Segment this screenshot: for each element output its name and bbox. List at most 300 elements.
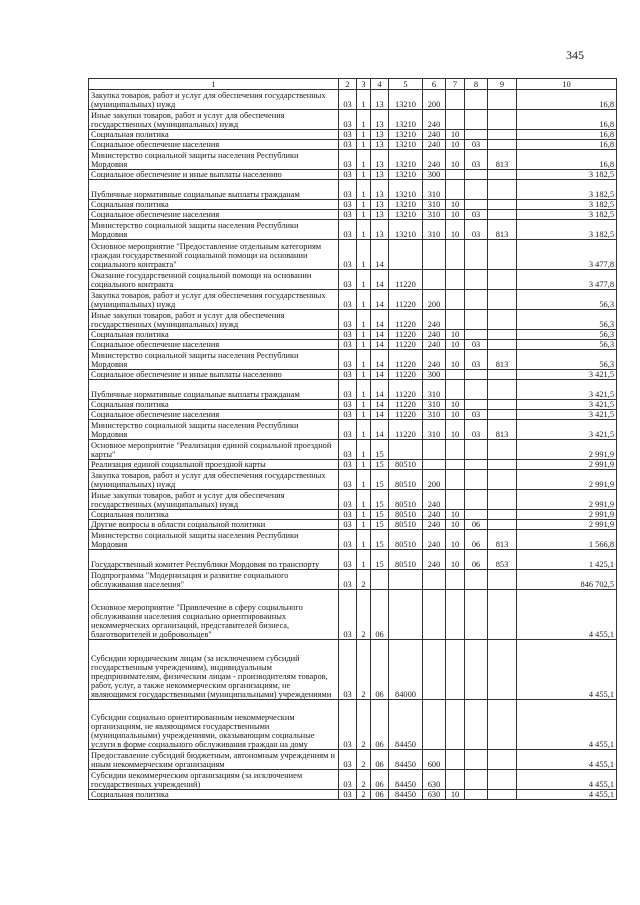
code-cell xyxy=(446,90,465,110)
code-cell xyxy=(488,380,517,400)
code-cell: 03 xyxy=(465,150,488,170)
row-name-cell: Министерство социальной защиты населения Республики Мордовия xyxy=(89,530,339,550)
code-cell: 84450 xyxy=(389,790,423,800)
code-cell: 240 xyxy=(423,130,446,140)
column-header: 4 xyxy=(371,79,389,90)
code-cell: 03 xyxy=(465,340,488,350)
code-cell xyxy=(465,460,488,470)
code-cell: 03 xyxy=(339,110,357,130)
table-row xyxy=(89,270,617,290)
code-cell xyxy=(446,440,465,460)
code-cell: 03 xyxy=(339,750,357,770)
code-cell: 10 xyxy=(446,330,465,340)
code-cell xyxy=(423,240,446,270)
code-cell xyxy=(465,90,488,110)
code-cell: 1 xyxy=(357,350,371,370)
row-name-cell: Социальная политика xyxy=(89,400,339,410)
code-cell xyxy=(488,410,517,420)
table-row xyxy=(89,200,617,210)
amount-cell: 3 421,5 xyxy=(517,380,617,400)
code-cell: 240 xyxy=(423,520,446,530)
code-cell: 84450 xyxy=(389,770,423,790)
code-cell: 06 xyxy=(371,750,389,770)
amount-cell: 4 455,1 xyxy=(517,590,617,640)
code-cell: 84450 xyxy=(389,750,423,770)
code-cell: 240 xyxy=(423,530,446,550)
code-cell: 03 xyxy=(465,410,488,420)
row-name-cell: Министерство социальной защиты населения Республики Мордовия xyxy=(89,220,339,240)
code-cell: 06 xyxy=(371,700,389,750)
code-cell xyxy=(465,310,488,330)
table-row xyxy=(89,640,617,700)
code-cell xyxy=(488,180,517,200)
code-cell: 11220 xyxy=(389,380,423,400)
code-cell: 10 xyxy=(446,400,465,410)
column-header: 6 xyxy=(423,79,446,90)
amount-cell: 3 477,8 xyxy=(517,270,617,290)
code-cell: 80510 xyxy=(389,510,423,520)
code-cell: 1 xyxy=(357,130,371,140)
row-name-cell: Иные закупки товаров, работ и услуг для обеспечения государственных (муниципальных) нужд xyxy=(89,110,339,130)
code-cell: 14 xyxy=(371,420,389,440)
row-name-cell: Публичные нормативные социальные выплаты гражданам xyxy=(89,180,339,200)
page-number: 345 xyxy=(566,48,584,62)
code-cell: 03 xyxy=(465,140,488,150)
code-cell xyxy=(446,240,465,270)
row-name-cell: Закупка товаров, работ и услуг для обеспечения государственных (муниципальных) нужд xyxy=(89,90,339,110)
code-cell: 2 xyxy=(357,750,371,770)
amount-cell: 3 182,5 xyxy=(517,210,617,220)
code-cell xyxy=(465,130,488,140)
code-cell: 03 xyxy=(465,210,488,220)
code-cell: 240 xyxy=(423,330,446,340)
table-row xyxy=(89,550,617,570)
table-row xyxy=(89,140,617,150)
table-row xyxy=(89,110,617,130)
table-row xyxy=(89,350,617,370)
code-cell: 13 xyxy=(371,140,389,150)
amount-cell: 3 477,8 xyxy=(517,240,617,270)
code-cell: 84000 xyxy=(389,640,423,700)
code-cell xyxy=(488,170,517,180)
row-name-cell: Реализация единой социальной проездной карты xyxy=(89,460,339,470)
code-cell: 310 xyxy=(423,220,446,240)
code-cell: 03 xyxy=(339,440,357,460)
table-row xyxy=(89,570,617,590)
code-cell xyxy=(446,490,465,510)
table-row xyxy=(89,340,617,350)
amount-cell: 3 182,5 xyxy=(517,200,617,210)
code-cell: 11220 xyxy=(389,330,423,340)
code-cell: 310 xyxy=(423,380,446,400)
code-cell xyxy=(488,400,517,410)
amount-cell: 4 455,1 xyxy=(517,790,617,800)
code-cell: 10 xyxy=(446,130,465,140)
code-cell: 03 xyxy=(339,310,357,330)
code-cell: 03 xyxy=(465,350,488,370)
code-cell xyxy=(446,290,465,310)
code-cell: 80510 xyxy=(389,460,423,470)
code-cell xyxy=(446,110,465,130)
table-row xyxy=(89,700,617,750)
code-cell: 10 xyxy=(446,520,465,530)
budget-table xyxy=(88,78,617,800)
code-cell: 10 xyxy=(446,510,465,520)
code-cell: 03 xyxy=(465,220,488,240)
code-cell: 03 xyxy=(339,470,357,490)
code-cell: 80510 xyxy=(389,550,423,570)
code-cell: 1 xyxy=(357,170,371,180)
code-cell: 03 xyxy=(339,410,357,420)
code-cell: 310 xyxy=(423,410,446,420)
code-cell xyxy=(465,170,488,180)
code-cell: 03 xyxy=(339,330,357,340)
code-cell: 03 xyxy=(339,570,357,590)
code-cell xyxy=(446,170,465,180)
code-cell xyxy=(488,270,517,290)
code-cell xyxy=(465,180,488,200)
code-cell: 1 xyxy=(357,150,371,170)
code-cell: 13210 xyxy=(389,110,423,130)
amount-cell: 1 425,1 xyxy=(517,550,617,570)
table-row xyxy=(89,400,617,410)
row-name-cell: Закупка товаров, работ и услуг для обеспечения государственных (муниципальных) нужд xyxy=(89,470,339,490)
table-row xyxy=(89,370,617,380)
code-cell: 1 xyxy=(357,520,371,530)
code-cell: 11220 xyxy=(389,270,423,290)
code-cell: 03 xyxy=(339,200,357,210)
code-cell: 1 xyxy=(357,220,371,240)
amount-cell: 16,8 xyxy=(517,150,617,170)
code-cell: 1 xyxy=(357,440,371,460)
code-cell xyxy=(423,590,446,640)
code-cell xyxy=(488,240,517,270)
code-cell: 15 xyxy=(371,550,389,570)
code-cell: 13 xyxy=(371,210,389,220)
code-cell: 10 xyxy=(446,220,465,240)
code-cell: 310 xyxy=(423,210,446,220)
column-header: 5 xyxy=(389,79,423,90)
code-cell: 10 xyxy=(446,210,465,220)
code-cell xyxy=(465,570,488,590)
code-cell xyxy=(423,270,446,290)
code-cell: 813 xyxy=(488,420,517,440)
code-cell: 240 xyxy=(423,490,446,510)
row-name-cell: Социальное обеспечение населения xyxy=(89,340,339,350)
code-cell: 15 xyxy=(371,440,389,460)
table-row xyxy=(89,470,617,490)
amount-cell: 2 991,9 xyxy=(517,490,617,510)
table-row xyxy=(89,770,617,790)
code-cell: 03 xyxy=(339,520,357,530)
code-cell xyxy=(465,590,488,640)
code-cell xyxy=(446,180,465,200)
code-cell: 1 xyxy=(357,210,371,220)
code-cell xyxy=(446,460,465,470)
code-cell: 10 xyxy=(446,530,465,550)
code-cell: 14 xyxy=(371,410,389,420)
code-cell xyxy=(488,210,517,220)
code-cell: 11220 xyxy=(389,310,423,330)
amount-cell: 3 421,5 xyxy=(517,370,617,380)
code-cell xyxy=(465,370,488,380)
code-cell: 1 xyxy=(357,420,371,440)
amount-cell: 2 991,9 xyxy=(517,440,617,460)
table-row xyxy=(89,130,617,140)
table-row xyxy=(89,380,617,400)
code-cell: 11220 xyxy=(389,410,423,420)
amount-cell: 56,3 xyxy=(517,330,617,340)
code-cell: 240 xyxy=(423,140,446,150)
code-cell: 13 xyxy=(371,130,389,140)
code-cell: 240 xyxy=(423,110,446,130)
code-cell: 03 xyxy=(339,290,357,310)
amount-cell: 846 702,5 xyxy=(517,570,617,590)
code-cell: 2 xyxy=(357,790,371,800)
code-cell: 03 xyxy=(339,350,357,370)
row-name-cell: Предоставление субсидий бюджетным, автономным учреждениям и иным некоммерческим организациям xyxy=(89,750,339,770)
amount-cell: 16,8 xyxy=(517,90,617,110)
code-cell xyxy=(488,770,517,790)
amount-cell: 56,3 xyxy=(517,290,617,310)
code-cell: 03 xyxy=(339,550,357,570)
row-name-cell: Субсидии социально ориентированным некоммерческим организациям, не являющимся государственными (муниципальными) учреждениями, оказывающим социальные услуги в форме социального обслуживания граждан на дому xyxy=(89,700,339,750)
code-cell xyxy=(465,790,488,800)
code-cell: 310 xyxy=(423,200,446,210)
table-row xyxy=(89,240,617,270)
code-cell: 310 xyxy=(423,420,446,440)
code-cell: 13210 xyxy=(389,150,423,170)
code-cell: 80510 xyxy=(389,530,423,550)
amount-cell: 16,8 xyxy=(517,130,617,140)
amount-cell: 2 991,9 xyxy=(517,460,617,470)
code-cell xyxy=(488,590,517,640)
code-cell: 80510 xyxy=(389,470,423,490)
row-name-cell: Министерство социальной защиты населения Республики Мордовия xyxy=(89,420,339,440)
code-cell: 1 xyxy=(357,270,371,290)
code-cell: 11220 xyxy=(389,340,423,350)
code-cell: 13 xyxy=(371,170,389,180)
row-name-cell: Основное мероприятие "Привлечение в сферу социального обслуживания населения социально ориентированных некоммерческих организаций, представителей бизнеса, благотворителей и добровольцев" xyxy=(89,590,339,640)
code-cell xyxy=(488,200,517,210)
code-cell xyxy=(465,270,488,290)
code-cell: 600 xyxy=(423,750,446,770)
code-cell xyxy=(488,110,517,130)
code-cell xyxy=(465,110,488,130)
code-cell: 1 xyxy=(357,180,371,200)
row-name-cell: Иные закупки товаров, работ и услуг для обеспечения государственных (муниципальных) нужд xyxy=(89,490,339,510)
table-body xyxy=(89,90,617,800)
code-cell: 14 xyxy=(371,330,389,340)
row-name-cell: Социальное обеспечение населения xyxy=(89,210,339,220)
code-cell: 1 xyxy=(357,460,371,470)
code-cell: 14 xyxy=(371,310,389,330)
code-cell: 13 xyxy=(371,200,389,210)
code-cell: 06 xyxy=(371,790,389,800)
code-cell: 1 xyxy=(357,470,371,490)
table-row xyxy=(89,330,617,340)
code-cell xyxy=(423,640,446,700)
code-cell: 240 xyxy=(423,350,446,370)
code-cell: 03 xyxy=(339,210,357,220)
code-cell: 1 xyxy=(357,310,371,330)
row-name-cell: Социальная политика xyxy=(89,130,339,140)
code-cell xyxy=(465,700,488,750)
table-row xyxy=(89,490,617,510)
amount-cell: 3 182,5 xyxy=(517,170,617,180)
code-cell: 300 xyxy=(423,170,446,180)
code-cell: 1 xyxy=(357,290,371,310)
code-cell xyxy=(465,470,488,490)
table-row xyxy=(89,210,617,220)
code-cell: 200 xyxy=(423,470,446,490)
table-row xyxy=(89,790,617,800)
code-cell xyxy=(488,140,517,150)
code-cell xyxy=(465,640,488,700)
code-cell: 80510 xyxy=(389,520,423,530)
code-cell: 2 xyxy=(357,640,371,700)
row-name-cell: Министерство социальной защиты населения Республики Мордовия xyxy=(89,150,339,170)
code-cell: 03 xyxy=(339,130,357,140)
code-cell xyxy=(488,750,517,770)
code-cell: 10 xyxy=(446,340,465,350)
code-cell: 200 xyxy=(423,290,446,310)
code-cell xyxy=(488,470,517,490)
code-cell xyxy=(389,590,423,640)
code-cell: 813 xyxy=(488,530,517,550)
code-cell xyxy=(389,440,423,460)
row-name-cell: Субсидии юридическим лицам (за исключением субсидий государственным учреждениям), индивидуальным предпринимателям, физическим лицам - производителям товаров, работ, услуг, а также некоммерческим организациям, не являющимся государственными (муниципальными) учреждениями xyxy=(89,640,339,700)
row-name-cell: Социальная политика xyxy=(89,790,339,800)
amount-cell: 16,8 xyxy=(517,140,617,150)
code-cell: 10 xyxy=(446,550,465,570)
table-row xyxy=(89,590,617,640)
row-name-cell: Социальное обеспечение и иные выплаты населению xyxy=(89,370,339,380)
code-cell xyxy=(446,310,465,330)
code-cell: 1 xyxy=(357,530,371,550)
code-cell xyxy=(465,240,488,270)
row-name-cell: Социальная политика xyxy=(89,200,339,210)
column-header: 10 xyxy=(517,79,617,90)
code-cell: 03 xyxy=(465,420,488,440)
row-name-cell: Министерство социальной защиты населения Республики Мордовия xyxy=(89,350,339,370)
code-cell: 1 xyxy=(357,370,371,380)
code-cell xyxy=(465,200,488,210)
code-cell xyxy=(423,570,446,590)
code-cell: 310 xyxy=(423,400,446,410)
row-name-cell: Подпрограмма "Модернизация и развитие социального обслуживания населения" xyxy=(89,570,339,590)
code-cell xyxy=(446,700,465,750)
code-cell xyxy=(389,570,423,590)
amount-cell: 4 455,1 xyxy=(517,750,617,770)
row-name-cell: Закупка товаров, работ и услуг для обеспечения государственных (муниципальных) нужд xyxy=(89,290,339,310)
column-header: 8 xyxy=(465,79,488,90)
amount-cell: 3 421,5 xyxy=(517,400,617,410)
code-cell xyxy=(488,460,517,470)
code-cell: 10 xyxy=(446,140,465,150)
code-cell: 2 xyxy=(357,700,371,750)
code-cell: 10 xyxy=(446,410,465,420)
code-cell xyxy=(488,90,517,110)
row-name-cell: Социальная политика xyxy=(89,330,339,340)
table-header-row xyxy=(89,79,617,90)
code-cell: 03 xyxy=(339,790,357,800)
code-cell: 200 xyxy=(423,90,446,110)
code-cell: 1 xyxy=(357,400,371,410)
code-cell xyxy=(488,440,517,460)
code-cell: 14 xyxy=(371,370,389,380)
column-header: 7 xyxy=(446,79,465,90)
table-row xyxy=(89,170,617,180)
code-cell: 10 xyxy=(446,350,465,370)
code-cell xyxy=(446,770,465,790)
code-cell: 03 xyxy=(339,510,357,520)
code-cell: 11220 xyxy=(389,400,423,410)
code-cell: 14 xyxy=(371,400,389,410)
code-cell: 80510 xyxy=(389,490,423,510)
column-header: 2 xyxy=(339,79,357,90)
code-cell: 03 xyxy=(339,220,357,240)
code-cell: 1 xyxy=(357,90,371,110)
code-cell xyxy=(465,770,488,790)
code-cell: 03 xyxy=(339,150,357,170)
code-cell: 15 xyxy=(371,460,389,470)
code-cell xyxy=(488,370,517,380)
code-cell: 630 xyxy=(423,770,446,790)
table-row xyxy=(89,520,617,530)
code-cell xyxy=(488,570,517,590)
code-cell: 11220 xyxy=(389,350,423,370)
table-row xyxy=(89,220,617,240)
amount-cell: 56,3 xyxy=(517,310,617,330)
amount-cell: 2 991,9 xyxy=(517,470,617,490)
code-cell xyxy=(423,460,446,470)
code-cell: 2 xyxy=(357,570,371,590)
code-cell: 03 xyxy=(339,530,357,550)
code-cell: 10 xyxy=(446,420,465,440)
code-cell: 03 xyxy=(339,700,357,750)
code-cell xyxy=(446,570,465,590)
code-cell: 03 xyxy=(339,460,357,470)
table-row xyxy=(89,180,617,200)
code-cell: 03 xyxy=(339,180,357,200)
code-cell: 15 xyxy=(371,520,389,530)
amount-cell: 16,8 xyxy=(517,110,617,130)
code-cell: 06 xyxy=(465,550,488,570)
code-cell: 14 xyxy=(371,380,389,400)
row-name-cell: Основное мероприятие "Реализация единой социальной проездной карты" xyxy=(89,440,339,460)
code-cell: 13210 xyxy=(389,210,423,220)
code-cell: 14 xyxy=(371,240,389,270)
code-cell xyxy=(488,290,517,310)
code-cell: 2 xyxy=(357,590,371,640)
code-cell: 03 xyxy=(339,90,357,110)
row-name-cell: Оказание государственной социальной помощи на основании социального контракта xyxy=(89,270,339,290)
code-cell: 13 xyxy=(371,150,389,170)
code-cell: 14 xyxy=(371,340,389,350)
code-cell: 853 xyxy=(488,550,517,570)
row-name-cell: Основное мероприятие "Предоставление отдельным категориям граждан государственной социальной помощи на основании социального контракта" xyxy=(89,240,339,270)
code-cell: 1 xyxy=(357,140,371,150)
code-cell xyxy=(446,750,465,770)
code-cell: 03 xyxy=(339,380,357,400)
code-cell: 240 xyxy=(423,310,446,330)
code-cell xyxy=(423,440,446,460)
code-cell: 06 xyxy=(465,530,488,550)
code-cell xyxy=(488,490,517,510)
table-row xyxy=(89,410,617,420)
row-name-cell: Социальное обеспечение населения xyxy=(89,140,339,150)
